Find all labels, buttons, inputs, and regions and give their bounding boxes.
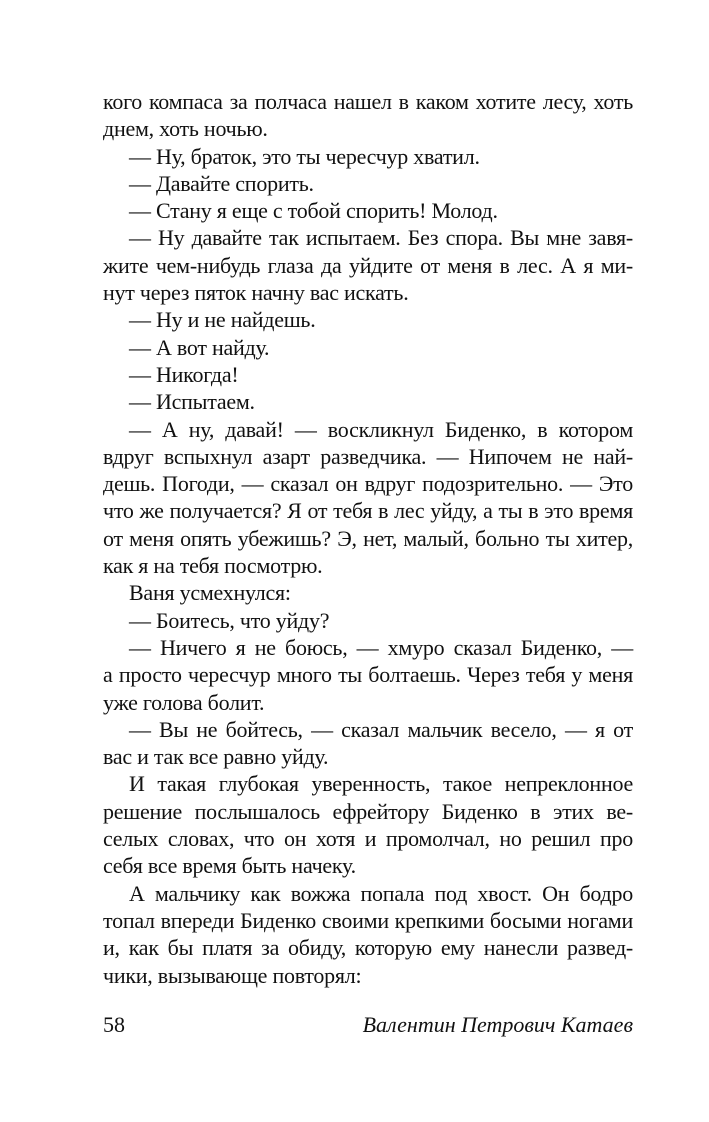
text-line-27: решение послышалось ефрейтору Биденко в этих ве- — [103, 798, 633, 824]
text-line-1: кого компаса за полчаса нашел в каком хотите лесу, хоть — [103, 89, 633, 114]
page-footer — [103, 1010, 633, 1040]
text-line-13: — А ну, давай! — воскликнул Биденко, в котором — [129, 416, 633, 442]
page-number: 58 — [103, 1012, 125, 1037]
text-line-14: вдруг вспыхнул азарт разведчика. — Нипочем не най- — [103, 443, 633, 469]
text-line-31: топал впереди Биденко своими крепкими босыми ногами — [103, 907, 633, 933]
text-line-24: — Вы не бойтесь, — сказал мальчик весело, — я от — [129, 716, 633, 742]
text-line-25: вас и так все равно уйду. — [103, 744, 329, 770]
text-line-29: себя все время быть начеку. — [103, 853, 356, 879]
text-line-18: как я на тебя посмотрю. — [103, 553, 323, 579]
text-line-4: — Давайте спорить. — [129, 170, 314, 196]
text-line-9: — Ну и не найдешь. — [129, 307, 316, 333]
text-line-32: и, как бы платя за обиду, которую ему нанесли развед- — [103, 935, 633, 961]
text-line-19: Ваня усмехнулся: — [129, 580, 291, 606]
text-line-26: И такая глубокая уверенность, такое непреклонное — [129, 771, 633, 797]
text-line-10: — А вот найду. — [129, 334, 270, 360]
page-body — [103, 88, 633, 989]
text-line-33: чики, вызывающе повторял: — [103, 962, 362, 988]
text-line-12: — Испытаем. — [129, 389, 255, 415]
text-line-8: нут через пяток начну вас искать. — [103, 280, 409, 306]
text-line-6: — Ну давайте так испытаем. Без спора. Вы мне завя- — [129, 225, 633, 251]
text-line-16: что же получается? Я от тебя в лес уйду, а ты в это время — [103, 498, 633, 524]
text-line-28: селых словах, что он хотя и промолчал, но решил про — [103, 826, 633, 852]
text-line-23: уже голова болит. — [103, 689, 265, 715]
text-line-3: — Ну, браток, это ты чересчур хватил. — [129, 143, 480, 169]
text-line-11: — Никогда! — [129, 361, 239, 387]
text-line-30: А мальчику как вожжа попала под хвост. Он бодро — [129, 880, 633, 906]
text-line-22: а просто чересчур много ты болтаешь. Через тебя у меня — [103, 662, 633, 688]
running-head-author: Валентин Петрович Катаев — [362, 1012, 633, 1037]
text-line-5: — Стану я еще с тобой спорить! Молод. — [129, 198, 498, 224]
text-line-17: от меня опять убежишь? Э, нет, малый, больно ты хитер, — [103, 525, 633, 551]
text-line-15: дешь. Погоди, — сказал он вдруг подозрительно. — Это — [103, 471, 633, 497]
text-line-7: жите чем-нибудь глаза да уйдите от меня в лес. А я ми- — [103, 252, 633, 278]
text-line-20: — Боитесь, что уйду? — [129, 607, 330, 633]
text-line-2: днем, хоть ночью. — [103, 116, 268, 142]
text-line-21: — Ничего я не боюсь, — хмуро сказал Биденко, — — [129, 634, 633, 660]
